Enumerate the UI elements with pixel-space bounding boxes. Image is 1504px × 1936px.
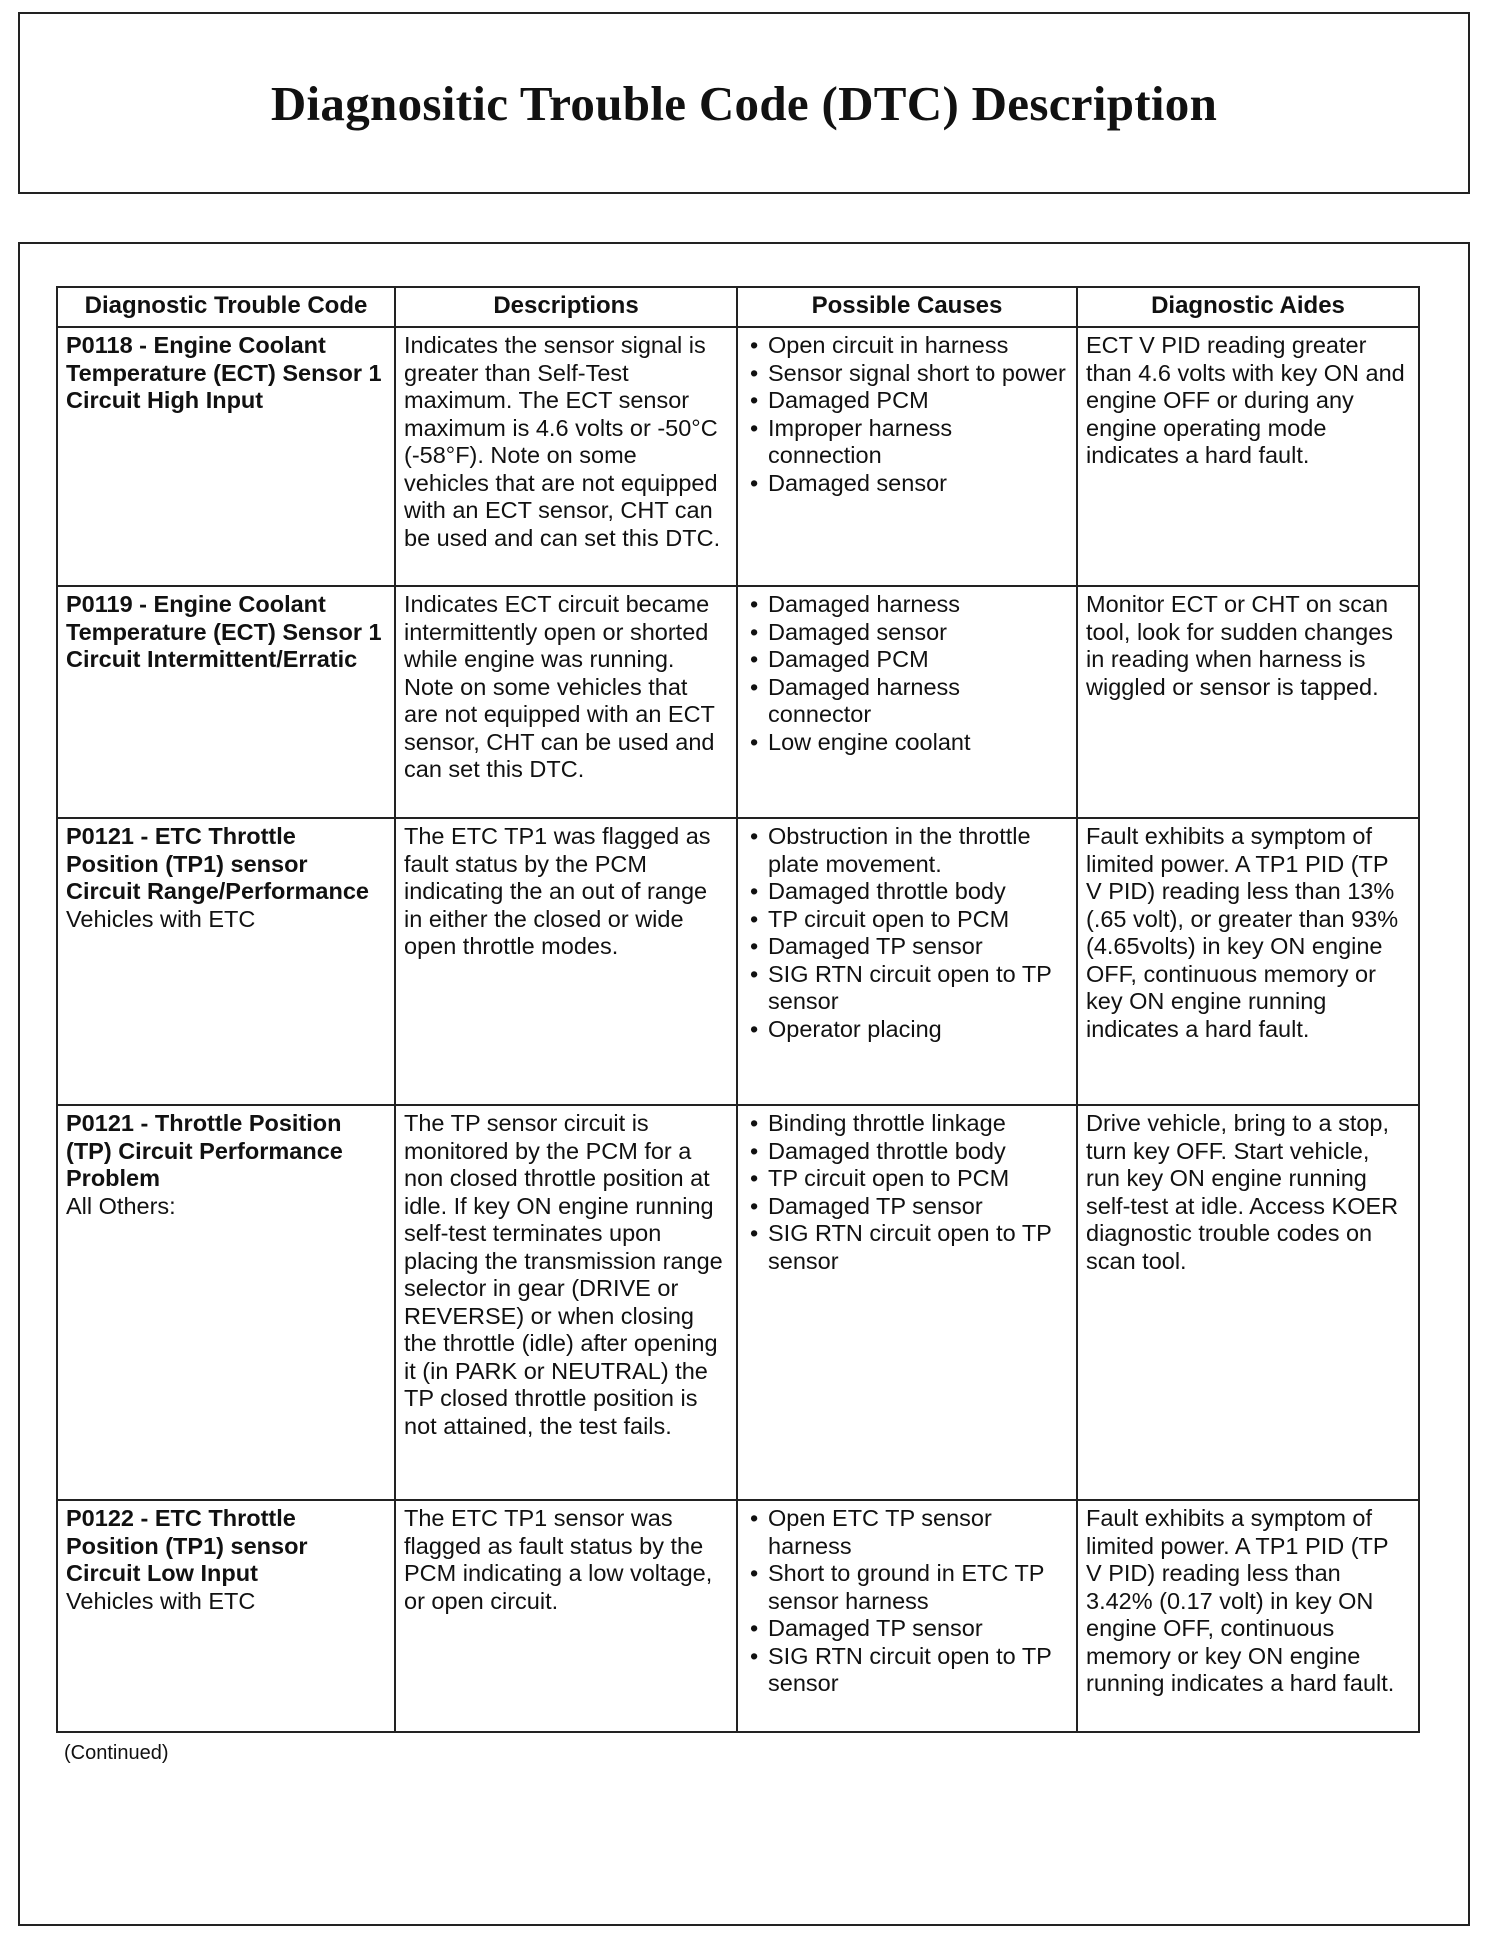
cause-item: • Damaged throttle body <box>746 1138 1066 1166</box>
table-row <box>57 1500 1419 1732</box>
causes-cell <box>737 1500 1077 1732</box>
causes-list <box>746 1110 1066 1275</box>
cause-item: • Damaged PCM <box>746 646 1066 674</box>
cause-item: • Short to ground in ETC TP sensor harness <box>746 1560 1066 1615</box>
dtc-code-title: P0118 - Engine Coolant Temperature (ECT) Sensor 1 Circuit High Input <box>66 332 382 413</box>
cause-item: • SIG RTN circuit open to TP sensor <box>746 1220 1066 1275</box>
cause-item: • Obstruction in the throttle plate movement. <box>746 823 1066 878</box>
cause-item: • Damaged PCM <box>746 387 1066 415</box>
cause-item: • Improper harness connection <box>746 415 1066 470</box>
causes-cell <box>737 586 1077 818</box>
cause-item: • Binding throttle linkage <box>746 1110 1066 1138</box>
cause-item: • Damaged harness <box>746 591 1066 619</box>
causes-cell <box>737 818 1077 1105</box>
causes-list <box>746 823 1066 1043</box>
header-possible-causes: Possible Causes <box>737 287 1077 327</box>
cause-item: • Operator placing <box>746 1016 1066 1044</box>
cause-item: • Sensor signal short to power <box>746 360 1066 388</box>
cause-item: • SIG RTN circuit open to TP sensor <box>746 961 1066 1016</box>
title-box <box>18 12 1470 194</box>
cause-item: • Low engine coolant <box>746 729 1066 757</box>
content-box <box>18 242 1470 1926</box>
description-cell: The ETC TP1 sensor was flagged as fault status by the PCM indicating a low voltage, or open circuit. <box>395 1500 737 1732</box>
table-row <box>57 1105 1419 1500</box>
causes-list <box>746 332 1066 497</box>
table-row <box>57 327 1419 586</box>
aides-cell: ECT V PID reading greater than 4.6 volts with key ON and engine OFF or during any engine operating mode indicates a hard fault. <box>1077 327 1419 586</box>
code-cell <box>57 327 395 586</box>
aides-cell: Monitor ECT or CHT on scan tool, look for sudden changes in reading when harness is wiggled or sensor is tapped. <box>1077 586 1419 818</box>
header-code: Diagnostic Trouble Code <box>57 287 395 327</box>
page-title: Diagnositic Trouble Code (DTC) Description <box>270 75 1218 131</box>
dtc-code-subtitle: Vehicles with ETC <box>66 905 256 932</box>
header-descriptions: Descriptions <box>395 287 737 327</box>
cause-item: • Damaged sensor <box>746 470 1066 498</box>
table-header-row <box>57 287 1419 327</box>
cause-item: • TP circuit open to PCM <box>746 906 1066 934</box>
causes-cell <box>737 327 1077 586</box>
code-cell <box>57 818 395 1105</box>
dtc-code-title: P0122 - ETC Throttle Position (TP1) sensor Circuit Low Input <box>66 1505 308 1586</box>
aides-cell: Fault exhibits a symptom of limited power. A TP1 PID (TP V PID) reading less than 13% (.65 volt), or greater than 93% (4.65volts) in key ON engine OFF, continuous memory or key ON engine running indicates a hard fault. <box>1077 818 1419 1105</box>
description-cell: The TP sensor circuit is monitored by the PCM for a non closed throttle position at idle. If key ON engine running self-test terminates upon placing the transmission range selector in gear (DRIVE or REVERSE) or when closing the throttle (idle) after opening it (in PARK or NEUTRAL) the TP closed throttle position is not attained, the test fails. <box>395 1105 737 1500</box>
dtc-code-subtitle: Vehicles with ETC <box>66 1587 256 1614</box>
causes-list <box>746 591 1066 756</box>
cause-item: • Open ETC TP sensor harness <box>746 1505 1066 1560</box>
causes-list <box>746 1505 1066 1698</box>
dtc-code-title: P0121 - ETC Throttle Position (TP1) sensor Circuit Range/Performance <box>66 823 369 904</box>
cause-item: • Damaged sensor <box>746 619 1066 647</box>
table-row <box>57 586 1419 818</box>
aides-cell: Drive vehicle, bring to a stop, turn key OFF. Start vehicle, run key ON engine running self-test at idle. Access KOER diagnostic trouble codes on scan tool. <box>1077 1105 1419 1500</box>
cause-item: • Damaged TP sensor <box>746 1193 1066 1221</box>
causes-cell <box>737 1105 1077 1500</box>
cause-item: • SIG RTN circuit open to TP sensor <box>746 1643 1066 1698</box>
code-cell <box>57 1105 395 1500</box>
dtc-code-title: P0119 - Engine Coolant Temperature (ECT) Sensor 1 Circuit Intermittent/Erratic <box>66 591 382 672</box>
code-cell <box>57 586 395 818</box>
cause-item: • Open circuit in harness <box>746 332 1066 360</box>
cause-item: • Damaged TP sensor <box>746 933 1066 961</box>
aides-cell: Fault exhibits a symptom of limited power. A TP1 PID (TP V PID) reading less than 3.42% (0.17 volt) in key ON engine OFF, continuous memory or key ON engine running indicates a hard fault. <box>1077 1500 1419 1732</box>
cause-item: • Damaged TP sensor <box>746 1615 1066 1643</box>
description-cell: Indicates ECT circuit became intermittently open or shorted while engine was running. Note on some vehicles that are not equipped with an ECT sensor, CHT can be used and can set this DTC. <box>395 586 737 818</box>
dtc-code-subtitle: All Others: <box>66 1192 176 1219</box>
continued-note: (Continued) <box>64 1742 169 1764</box>
dtc-code-title: P0121 - Throttle Position (TP) Circuit Performance Problem <box>66 1110 343 1191</box>
table-row <box>57 818 1419 1105</box>
header-diagnostic-aides: Diagnostic Aides <box>1077 287 1419 327</box>
cause-item: • Damaged harness connector <box>746 674 1066 729</box>
cause-item: • Damaged throttle body <box>746 878 1066 906</box>
code-cell <box>57 1500 395 1732</box>
description-cell: Indicates the sensor signal is greater than Self-Test maximum. The ECT sensor maximum is 4.6 volts or -50°C (-58°F). Note on some vehicles that are not equipped with an ECT sensor, CHT can be used and can set this DTC. <box>395 327 737 586</box>
cause-item: • TP circuit open to PCM <box>746 1165 1066 1193</box>
dtc-table <box>56 286 1420 1733</box>
description-cell: The ETC TP1 was flagged as fault status by the PCM indicating the an out of range in either the closed or wide open throttle modes. <box>395 818 737 1105</box>
table-body <box>57 327 1419 1732</box>
